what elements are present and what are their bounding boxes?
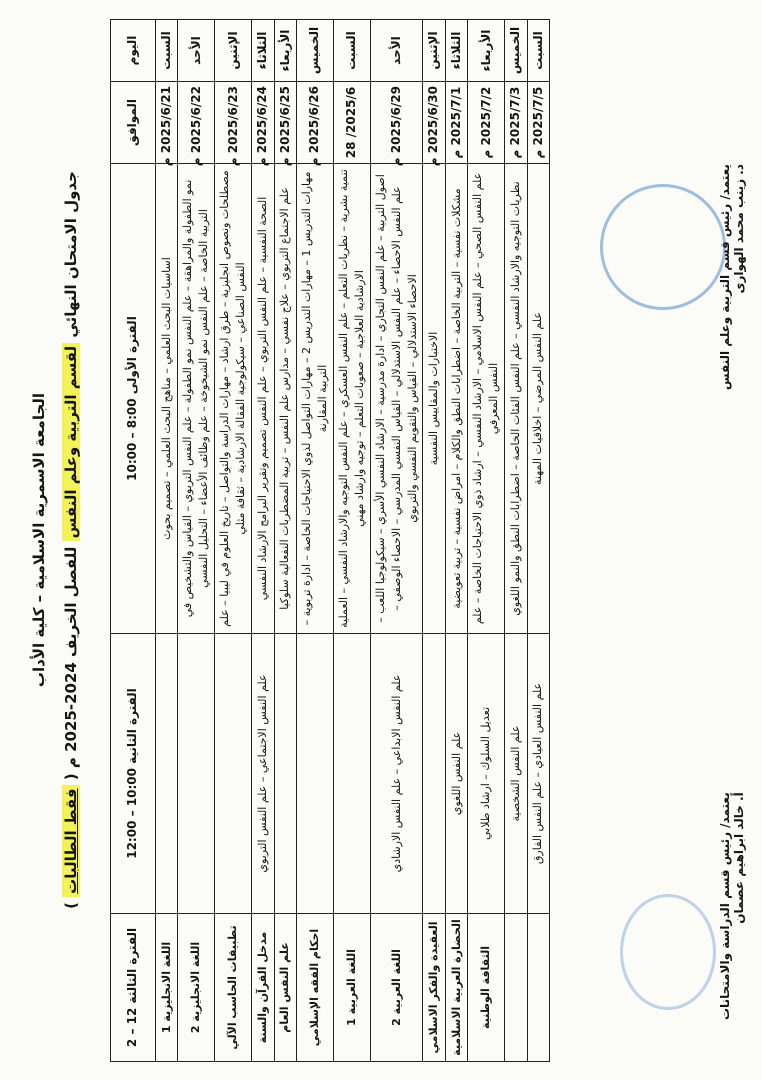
document-subheading (62, 0, 80, 1080)
row-day: الأربعاء (274, 20, 296, 82)
row-day: الثلاثاء (445, 20, 467, 82)
row-period1: اصول التربية – علم النفس التجاري – ادارة مدرسية – الارشاد النفسي الأسري – سيكولوجيا اللعب – علم النفس الاحصاء – علم النفس الاستدلالي – القياس النفسي المدرسي – الاحصاء الوصفي – الاحصاء الاستدلالي – القياس والتقويم النفسي والتربوي (370, 164, 423, 634)
row-period1: علم النفس المرضي – اخلاقيات المهنة (527, 164, 549, 634)
row-period1: الصحة النفسية – علم النفس التربوي – علم النفس تصميم وتقرير البرامج الارشاد النفسي (252, 164, 274, 634)
table-row (274, 20, 296, 1062)
row-period1: تنمية بشرية – نظريات التعلم – علم النفس العسكري – علم النفس التوجيه والارشاد النفسي – العملية الارشادية العلاجية – صعوبات التعلم – توجيه وارشاد مهني (333, 164, 370, 634)
signature-dept-name: د. زينب محمد الهوارى (732, 164, 746, 294)
row-period3 (527, 914, 549, 1062)
table-row (370, 20, 423, 1062)
row-period1: مصطلحات ونصوص انجليزية – طرق ارشاد – مهارات الدراسة والتواصل – تاريخ العلوم في ليبيا – علم النفس الصناعي – سيكولوجية الفقالة الارشادية – ثقافة مثلي (215, 164, 252, 634)
document-heading: الجامعة الاسمرية الاسلامية – كلية الأداب (30, 392, 48, 688)
row-day: الأحد (178, 20, 215, 82)
subheading-students-only: فقط الطالبات (62, 785, 80, 896)
row-period1: علم الاجتماع التربوي – علاج نفسي – مدارس علم النفس – تربية المضطربات النفعالية سلوكيا (274, 164, 296, 634)
row-day: الأربعاء (468, 20, 505, 82)
signature-exams-title: يعتمد/ رئيس قسم الدراسة والامتحانات (718, 792, 732, 1020)
row-day: الإثنين (215, 20, 252, 82)
row-date: 2025/6/ 28 (333, 82, 370, 164)
header-day: اليوم (111, 20, 156, 82)
row-date: 2025/6/30 م (423, 82, 445, 164)
row-day: السبت (156, 20, 178, 82)
table-row (527, 20, 549, 1062)
table-row (252, 20, 274, 1062)
table-row (505, 20, 527, 1062)
row-period1: مشكلات نفسية – التربية الخاصة – اضطرابات النطق والكلام – امراض نفسية – تربية تعويضية (445, 164, 467, 634)
row-period2: علم النفس الابداعي – علم النفس الارشادي (370, 634, 423, 914)
table-body (156, 20, 550, 1062)
row-period3: اللغة الانجليزية 2 (178, 914, 215, 1062)
row-day: الأحد (370, 20, 423, 82)
row-period2: علم النفس الشخصية (505, 634, 527, 914)
subheading-highlight: لقسم التربية وعلم النفس (62, 343, 80, 542)
table-row (215, 20, 252, 1062)
faculty-stamp (620, 894, 716, 1010)
table-row (156, 20, 178, 1062)
row-date: 2025/6/25 م (274, 82, 296, 164)
row-period3: احكام الفقه الإسلامي (296, 914, 333, 1062)
row-period2 (423, 634, 445, 914)
row-period3: اللغة العربية 2 (370, 914, 423, 1062)
header-date: الموافق (111, 82, 156, 164)
table-row (468, 20, 505, 1062)
row-period3 (505, 914, 527, 1062)
row-period2 (274, 634, 296, 914)
row-period2: علم النفس الاجتماعي – علم النفس التربوي (252, 634, 274, 914)
row-period3: مدخل القرآن والسنة (252, 914, 274, 1062)
row-period2: تعديل السلوك – ارشاد طلابي (468, 634, 505, 914)
row-day: الثلاثاء (252, 20, 274, 82)
row-period3: العقيدة والفكر الاسلامي (423, 914, 445, 1062)
row-period3: اللغة العربية 1 (333, 914, 370, 1062)
row-period3: الحضارة العربية الاسلامية (445, 914, 467, 1062)
subheading-part3: ) (62, 902, 80, 909)
header-period1: الفترة الأولى 8:00 – 10:00 (111, 164, 156, 634)
row-day: السبت (333, 20, 370, 82)
subheading-part2: للفصل الخريف 2024-2025 م ( (62, 546, 80, 781)
row-day: الخميس (296, 20, 333, 82)
row-period2 (215, 634, 252, 914)
row-date: 2025/6/29 م (370, 82, 423, 164)
row-date: 2025/7/5 م (527, 82, 549, 164)
table-row (445, 20, 467, 1062)
row-date: 2025/6/26 م (296, 82, 333, 164)
row-period3: الثقافة الوطنية (468, 914, 505, 1062)
department-stamp (600, 184, 726, 310)
row-period2 (296, 634, 333, 914)
signature-exams-name: أ. خالد ابراهيم عصمان (732, 792, 746, 924)
row-period1: نظريات التوجيه والارشاد النفسي – علم النفس الفئات الخاصة – اضطرابات النطق والنمو اللغوي (505, 164, 527, 634)
row-period1: الاختبارات والمقاييس النفسية (423, 164, 445, 634)
row-date: 2025/7/1 م (445, 82, 467, 164)
row-period1: اساسيات البحث العلمي – مناهج البحث العلمي – تصميم بحوث (156, 164, 178, 634)
table-row (296, 20, 333, 1062)
row-period3: اللغة الانجليزية 1 (156, 914, 178, 1062)
table-row (423, 20, 445, 1062)
row-period2: علم النفس العيادي – علم النفس الفارق (527, 634, 549, 914)
header-period3: الفترة الثالثة 12 – 2 (111, 914, 156, 1062)
row-period2 (333, 634, 370, 914)
row-day: الخميس (505, 20, 527, 82)
signature-exams-head (718, 792, 746, 1020)
header-period2: الفترة الثانية 10:00 – 12:00 (111, 634, 156, 914)
row-period3: تطبيقات الحاسب الآلي (215, 914, 252, 1062)
row-date: 2025/6/22 م (178, 82, 215, 164)
row-date: 2025/7/3 م (505, 82, 527, 164)
row-date: 2025/6/23 م (215, 82, 252, 164)
row-day: السبت (527, 20, 549, 82)
row-period1: نمو الطفولة والمراهقة – علم النفس نمو الطفولة – علم النفس التربوي – القياس والتشخيص في التربية الخاصة – علم النفس نمو الشيخوخة – علم وظائف الأعضاء – التحليل النفسي (178, 164, 215, 634)
signature-dept-head (718, 164, 746, 390)
row-day: الإثنين (423, 20, 445, 82)
table-header-row (111, 20, 156, 1062)
row-date: 2025/7/2 م (468, 82, 505, 164)
row-period1: علم النفس الصحي – علم النفس الاسلامي – الارشاد النفسي – ارشاد ذوي الاحتياجات الخاصة – علم النفس المعرفي (468, 164, 505, 634)
signature-dept-title: يعتمد/ رئيس قسم التربية وعلم النفس (718, 164, 732, 390)
row-period2 (178, 634, 215, 914)
table-row (178, 20, 215, 1062)
row-period1: مهارات التدريس 1 – مهارات التدريس 2 – مهارات التواصل لذوي الاحتياجات الخاصة – ادارة تربوية – التربية المقارنة (296, 164, 333, 634)
subheading-part1: جدول الامتحان النهائي (62, 171, 80, 338)
exam-schedule-table (110, 19, 550, 1062)
row-period3: علم النفس العام (274, 914, 296, 1062)
table-row (333, 20, 370, 1062)
row-date: 2025/6/24 م (252, 82, 274, 164)
row-period2: علم النفس اللغوي (445, 634, 467, 914)
row-period2 (156, 634, 178, 914)
row-date: 2025/6/21 م (156, 82, 178, 164)
